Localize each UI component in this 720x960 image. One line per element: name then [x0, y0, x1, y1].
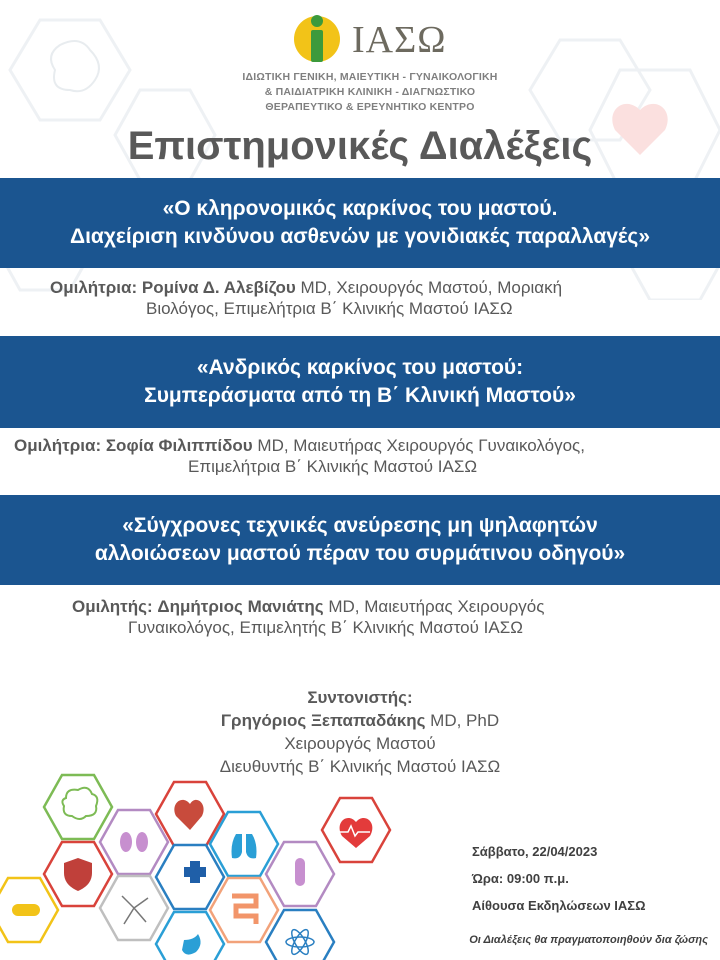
coordinator-line — [150, 709, 570, 732]
speaker-description: MD, Μαιευτήρας Χειρουργός — [323, 597, 545, 616]
test-tube-icon — [266, 842, 334, 906]
pill-icon — [0, 878, 58, 942]
speaker-info — [50, 277, 690, 319]
medical-cross-icon — [156, 845, 224, 909]
coordinator-block — [150, 686, 570, 778]
brand-subtitle — [220, 70, 520, 115]
talk-title-band — [0, 495, 720, 585]
coordinator-role: Διευθυντής Β΄ Κλινικής Μαστού ΙΑΣΩ — [219, 757, 501, 776]
speaker-description: Βιολόγος, Επιμελήτρια Β΄ Κλινικής Μαστού ΙΑΣΩ — [146, 299, 513, 318]
page-title: Επιστημονικές Διαλέξεις — [127, 124, 593, 168]
event-venue: Αίθουσα Εκδηλώσεων ΙΑΣΩ — [472, 898, 646, 913]
footer-note: Οι Διαλέξεις θα πραγματοποιηθούν δια ζώσης — [469, 934, 708, 946]
speaker-description: Γυναικολόγος, Επιμελητής Β΄ Κλινικής Μαστού ΙΑΣΩ — [128, 618, 523, 637]
talk-title-line: αλλοιώσεων μαστού πέραν του συρμάτινου οδηγού» — [94, 542, 626, 565]
talk-title-line: Διαχείριση κινδύνου ασθενών με γονιδιακές παραλλαγές» — [69, 225, 650, 248]
brand-subtitle-line: ΙΔΙΩΤΙΚΗ ΓΕΝΙΚΗ, ΜΑΙΕΥΤΙΚΗ - ΓΥΝΑΙΚΟΛΟΓΙΚΗ — [242, 71, 498, 83]
coordinator-name: Γρηγόριος Ξεπαπαδάκης — [220, 711, 426, 730]
intestine-icon — [210, 878, 278, 942]
event-details — [472, 838, 646, 919]
heartbeat-icon — [322, 798, 390, 862]
medical-icons-cluster — [0, 770, 400, 960]
talk-title-line: «Σύγχρονες τεχνικές ανεύρεσης μη ψηλαφητών — [122, 514, 598, 537]
shield-icon — [44, 842, 112, 906]
coordinator-role: Χειρουργός Μαστού — [284, 734, 436, 753]
speaker-line — [72, 596, 692, 617]
speaker-info — [14, 435, 714, 477]
speaker-description: MD, Χειρουργός Μαστού, Μοριακή — [295, 278, 563, 297]
brand-subtitle-line: & ΠΑΙΔΙΑΤΡΙΚΗ ΚΛΙΝΙΚΗ - ΔΙΑΓΝΩΣΤΙΚΟ — [264, 86, 476, 98]
speaker-name: Δημήτριος Μανιάτης — [157, 597, 324, 616]
iaso-logo-icon — [292, 10, 342, 64]
brand-subtitle-line: ΘΕΡΑΠΕΥΤΙΚΟ & ΕΡΕΥΝΗΤΙΚΟ ΚΕΝΤΡΟ — [265, 101, 475, 113]
coordinator-degree: MD, PhD — [425, 711, 500, 730]
speaker-role: Ομιλήτρια: — [50, 278, 138, 297]
talk-title-band — [0, 336, 720, 428]
brain-icon — [44, 775, 112, 839]
event-date: Σάββατο, 22/04/2023 — [472, 844, 598, 859]
event-time: Ώρα: 09:00 π.μ. — [472, 871, 569, 886]
speaker-role: Ομιλητής: — [72, 597, 153, 616]
coordinator-label: Συντονιστής: — [307, 688, 413, 707]
brand-name: ΙΑΣΩ — [352, 19, 447, 61]
speaker-line — [14, 435, 714, 456]
speaker-role: Ομιλήτρια: — [14, 436, 102, 455]
talk-title-line: Συμπεράσματα από τη Β΄ Κλινική Μαστού» — [144, 384, 576, 407]
talk-title-line: «Ο κληρονομικός καρκίνος του μαστού. — [162, 197, 558, 220]
talk-title-line: «Ανδρικός καρκίνος του μαστού: — [196, 356, 524, 379]
speaker-name: Σοφία Φιλιππίδου — [105, 436, 253, 455]
speaker-info — [72, 596, 692, 638]
atom-icon — [266, 910, 334, 960]
speaker-description: MD, Μαιευτήρας Χειρουργός Γυναικολόγος, — [252, 436, 585, 455]
speaker-line — [50, 277, 690, 298]
speaker-description: Επιμελήτρια Β΄ Κλινικής Μαστού ΙΑΣΩ — [188, 457, 478, 476]
neuron-icon — [100, 876, 168, 940]
talk-title-band — [0, 178, 720, 268]
speaker-name: Ρομίνα Δ. Αλεβίζου — [141, 278, 296, 297]
